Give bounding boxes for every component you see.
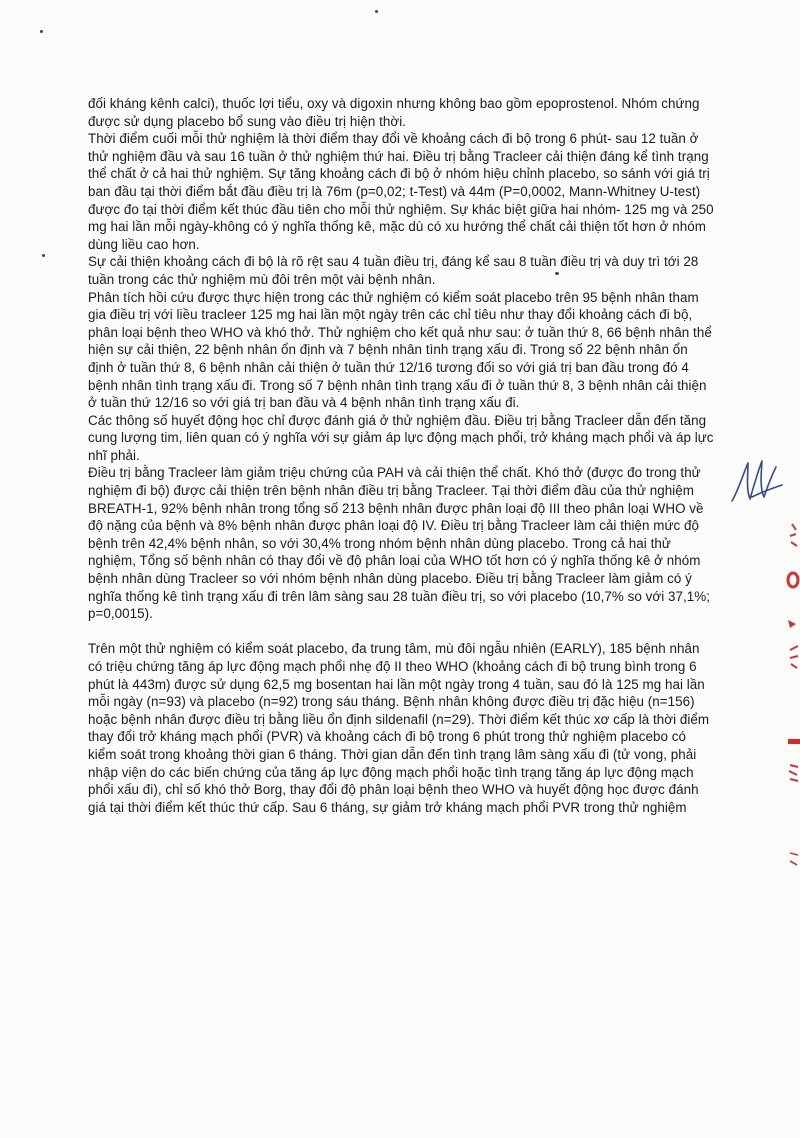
paragraph-intro-continuation: đối kháng kênh calci), thuốc lợi tiểu, oxy và digoxin nhưng không bao gồm epoprostenol. Nhóm chứng được sử dụng placebo bổ sung vào điều trị hiện thời.: [88, 96, 700, 129]
paragraph-hemodynamics: Các thông số huyết động học chỉ được đánh giá ở thử nghiệm đầu. Điều trị bằng Tracleer dẫn đến tăng cung lượng tim, liên quan có ý nghĩa với sự giảm áp lực động mạch phổi, trở kháng mạch phổi và áp lực nhĩ phải.: [88, 412, 714, 463]
document-body: [88, 95, 714, 816]
handwritten-signature: [728, 455, 784, 507]
paragraph-walk-improvement-timeline: Sự cải thiện khoảng cách đi bộ là rõ rệt sau 4 tuần điều trị, đáng kể sau 8 tuần điều trị và duy trì tới 28 tuần trong các thử nghiệm mù đôi trên một vài bệnh nhân.: [88, 254, 699, 287]
paragraph-symptoms-who-class: Điều trị bằng Tracleer làm giảm triệu chứng của PAH và cải thiện thể chất. Khó thở (được đo trong thử nghiệm đi bộ) được cải thiện trên bệnh nhân điều trị bằng Tracleer. Tại thời điểm đầu của thử nghiệm BREATH-1, 92% bệnh nhân trong tổng số 213 bệnh nhân được phân loại độ III theo phân loại WHO về độ nặng của bệnh và 8% bệnh nhân được phân loại độ IV. Điều trị bằng Tracleer làm cải thiện mức độ bệnh trên 42,4% bệnh nhân, so với 30,4% trong nhóm bệnh nhân dùng placebo. Trong cả hai thử nghiệm, Tổng số bệnh nhân có thay đổi về độ phân loại của WHO tốt hơn có ý nghĩa thống kê ở nhóm bệnh nhân dùng Tracleer so với nhóm bệnh nhân dùng placebo. Điều trị bằng Tracleer làm giảm có ý nghĩa thống kê tình trạng xấu đi trên lâm sàng sau 28 tuần điều trị, so với placebo (10,7% so với 37,1%; p=0,0015).: [88, 465, 710, 622]
paragraph-walk-distance-results: Thời điểm cuối mỗi thử nghiệm là thời điểm thay đổi về khoảng cách đi bộ trong 6 phút- sau 12 tuần ở thử nghiệm đầu và sau 16 tuần ở thử nghiệm thứ hai. Điều trị bằng Tracleer cải thiện đáng kể tình trạng thể chất ở cả hai thử nghiệm. Sự tăng khoảng cách đi bộ ở nhóm hiệu chỉnh placebo, so sánh với giá trị ban đầu tại thời điểm bắt đầu điều trị là 76m (p=0,02; t-Test) và 44m (P=0,0002, Mann-Whitney U-test) được đo tại thời điểm kết thúc đầu tiên cho mỗi thử nghiệm. Sự khác biệt giữa hai nhóm- 125 mg và 250 mg hai lần mỗi ngày-không có ý nghĩa thống kê, mặc dù có xu hướng thể chất cải thiện tốt hơn ở nhóm dùng liều cao hơn.: [88, 131, 714, 252]
scan-speck: [375, 10, 378, 13]
stamp-fragment-top: [778, 520, 800, 670]
paragraph-retrospective-analysis: Phân tích hồi cứu được thực hiện trong các thử nghiệm có kiểm soát placebo trên 95 bệnh nhân tham gia điều trị với liều tracleer 125 mg hai lần một ngày trên các chỉ tiêu như thay đổi khoảng cách đi bộ, phân loại bệnh theo WHO và khó thở. Thử nghiệm cho kết quả như sau: ở tuần thứ 8, 66 bệnh nhân thể hiện sự cải thiện, 22 bệnh nhân ổn định và 7 bệnh nhân tình trạng xấu đi. Trong số 22 bệnh nhân ổn định ở tuần thứ 8, 6 bệnh nhân cải thiện ở tuần thứ 12/16 tương đối so với giá trị ban đầu trong đó 4 bệnh nhân tình trạng xấu đi. Trong số 7 bệnh nhân tình trạng xấu đi ở tuần thứ 8, 3 bệnh nhân cải thiện ở tuần thứ 12/16 so với giá trị ban đầu và 4 bệnh nhân tình trạng xấu đi.: [88, 289, 712, 411]
scan-speck: [40, 30, 43, 33]
paragraph-early-trial: Trên một thử nghiệm có kiểm soát placebo, đa trung tâm, mù đôi ngẫu nhiên (EARLY), 185 bệnh nhân có triệu chứng tăng áp lực động mạch phổi nhẹ độ II theo WHO (khoảng cách đi bộ trung bình trong 6 phút là 443m) được sử dụng 62,5 mg bosentan hai lần một ngày trong 4 tuần, sau đó là 125 mg hai lần mỗi ngày (n=93) và placebo (n=92) trong sáu tháng. Bệnh nhân không được điều trị đặc hiệu (n=156) hoặc bệnh nhân được điều trị bằng liều ổn định sildenafil (n=29). Thời điểm kết thúc xơ cấp là thời điểm thay đổi trở kháng mạch phổi (PVR) và khoảng cách đi bộ trong 6 phút trong thử nghiệm placebo có kiểm soát trong khoảng thời gian 6 tháng. Thời gian dẫn đến tình trạng lâm sàng xấu đi (tử vong, phải nhập viện do các biến chứng của tăng áp lực động mạch phổi hoặc tình trạng tăng áp lực động mạch phổi xấu đi), chỉ số khó thở Borg, thay đổi độ phân loại bệnh theo WHO và huyết động học được đánh giá tại thời điểm kết thúc thứ cấp. Sau 6 tháng, sự giảm trở kháng mạch phổi PVR trong thử nghiệm: [88, 641, 710, 815]
scan-speck: [42, 254, 45, 257]
stamp-fragment-bottom: [778, 735, 800, 875]
